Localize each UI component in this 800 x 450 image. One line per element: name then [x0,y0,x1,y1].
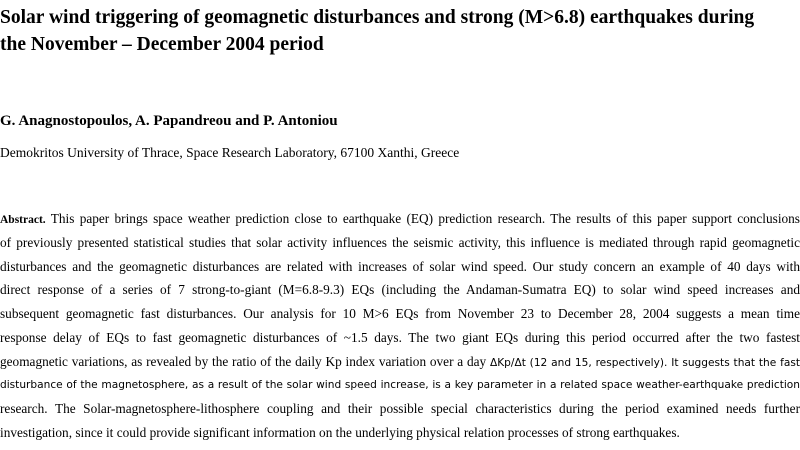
paper-title [0,4,800,58]
abstract-line-6: response delay of EQs to fast geomagnetic disturbances of ~1.5 days. The two giant EQs during this period occurred after the two fastest [0,329,800,345]
abstract-line-10: investigation, since it could provide significant information on the underlying physical relation processes of strong earthquakes. [0,425,680,441]
abstract-line-7-serif: geomagnetic variations, as revealed by the ratio of the daily Kp index variation over a day [0,353,487,369]
abstract-line-3: disturbances and the geomagnetic disturbances are related with increases of solar wind speed. Our study concern an example of 40 days with [0,258,800,274]
paper-affiliation: Demokritos University of Thrace, Space Research Laboratory, 67100 Xanthi, Greece [0,145,460,160]
abstract-line-4: direct response of a series of 7 strong-to-giant (M=6.8-9.3) EQs (including the Andaman-Sumatra EQ) to solar wind speed increases and [0,282,800,298]
abstract-line-8: disturbance of the magnetosphere, as a result of the solar wind speed increase, is a key parameter in a related space weather-earthquake prediction [0,378,800,391]
abstract-line-2: of previously presented statistical studies that solar activity influences the seismic activity, this influence is mediated through rapid geomagnetic [0,234,800,250]
abstract-line-1-text: This paper brings space weather prediction close to earthquake (EQ) prediction research. The results of this paper support conclusions [50,211,800,226]
title-line-1: Solar wind triggering of geomagnetic disturbances and strong (M>6.8) earthquakes during [0,7,755,28]
paper-abstract [0,207,800,445]
abstract-line-9: research. The Solar-magnetosphere-lithosphere coupling and their possible special characteristics during the period examined needs further [0,401,800,417]
paper-authors: G. Anagnostopoulos, A. Papandreou and P. Antoniou [0,113,338,129]
abstract-line-5: subsequent geomagnetic fast disturbances. Our analysis for 10 M>6 EQs from November 23 to December 28, 2004 suggests a mean time [0,306,800,322]
abstract-line-7 [0,350,800,374]
abstract-label: Abstract. [0,214,46,226]
abstract-line-1 [0,207,800,231]
abstract-line-7-sans: ΔKp/Δt (12 and 15, respectively). It suggests that the fast [489,356,800,369]
title-line-2: the November – December 2004 period [0,34,324,55]
